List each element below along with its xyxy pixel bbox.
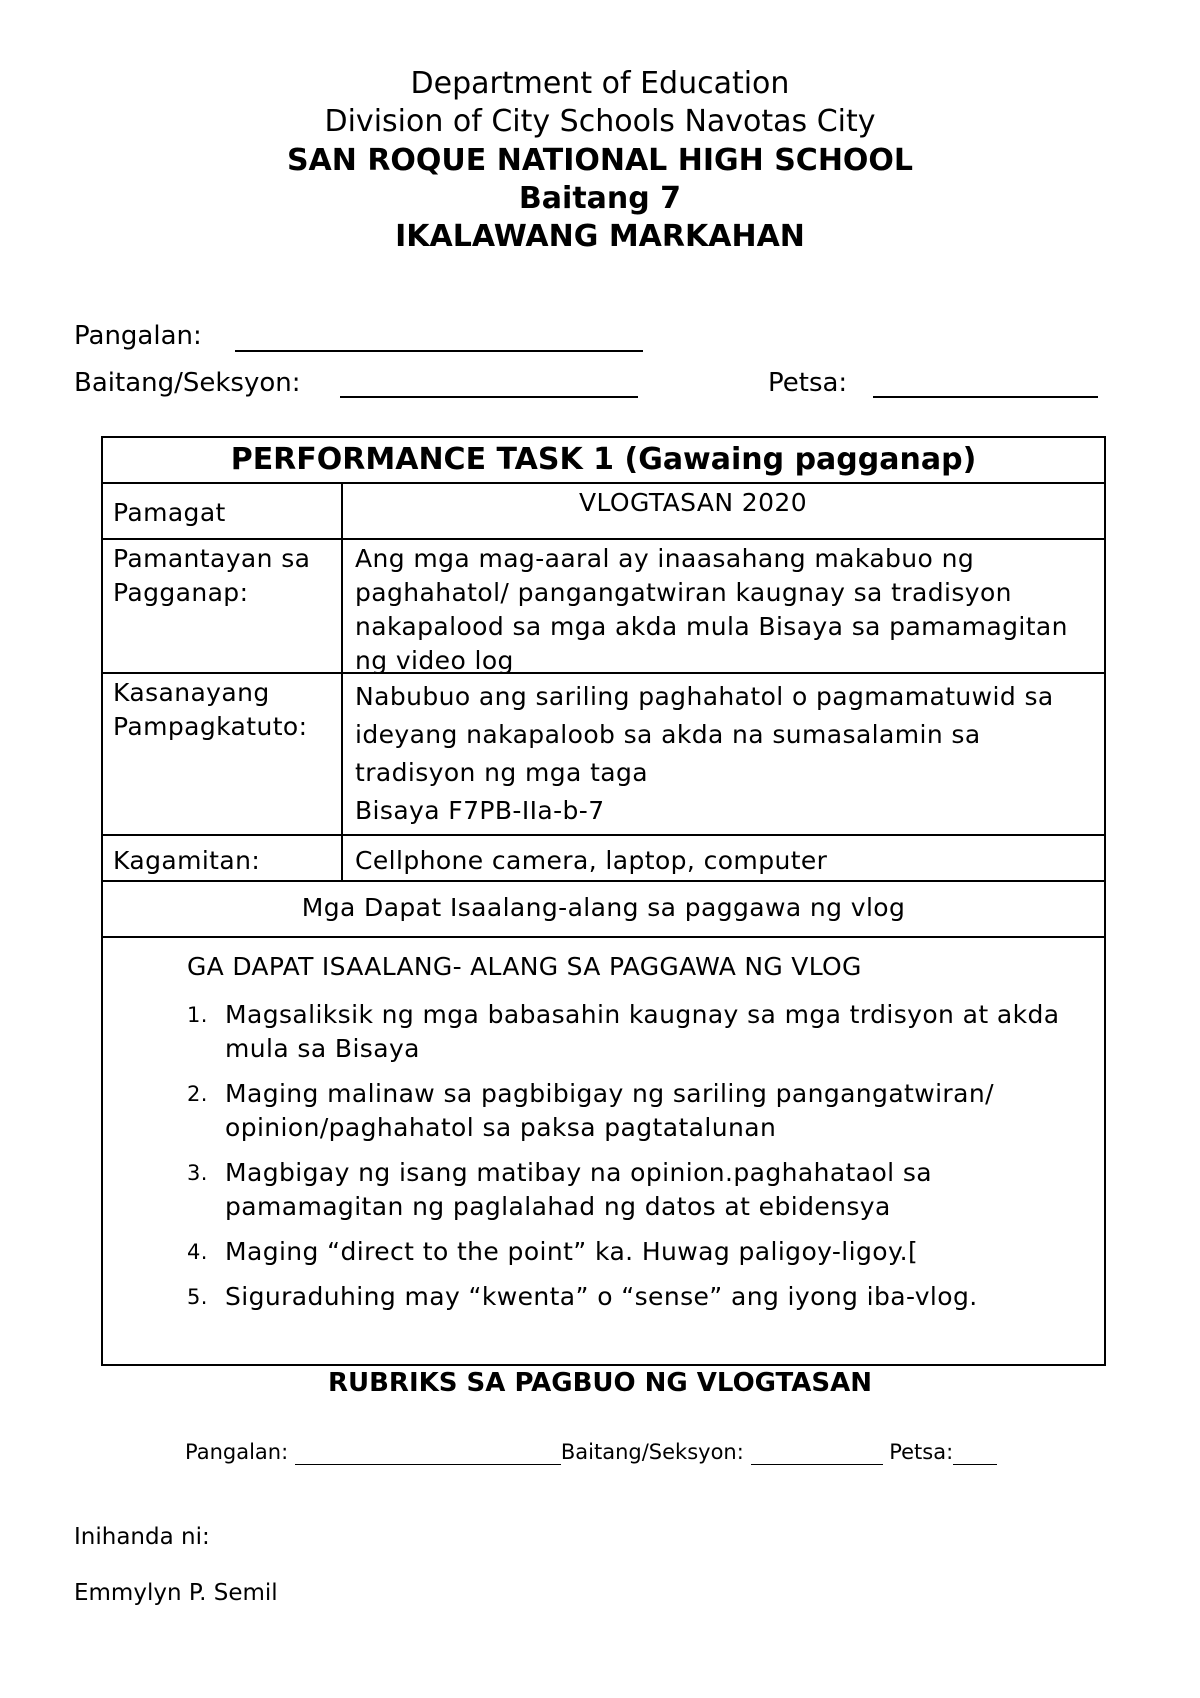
list-heading: GA DAPAT ISAALANG- ALANG SA PAGGAWA NG VLOG [187, 952, 862, 981]
kasanayan-value: Nabubuo ang sariling paghahatol o pagmamatuwid sa ideyang nakapaloob sa akda na sumasalamin sa tradisyon ng mga taga [355, 682, 1054, 787]
name-line[interactable] [235, 350, 643, 352]
school-heading: SAN ROQUE NATIONAL HIGH SCHOOL [286, 143, 914, 178]
rubrics-grade-section-line[interactable] [751, 1440, 883, 1465]
division-heading: Division of City Schools Navotas City [324, 104, 876, 139]
name-label: Pangalan: [74, 321, 202, 351]
column-divider [341, 674, 343, 834]
list-item [187, 1280, 1067, 1314]
list-text: Maging “direct to the point” ka. Huwag paligoy-ligoy.[ [225, 1237, 919, 1266]
rubrics-fields [185, 1440, 997, 1465]
pamagat-value: VLOGTASAN 2020 [578, 488, 808, 517]
list-number: 2. [187, 1082, 208, 1106]
column-divider [341, 484, 343, 538]
grade-section-line[interactable] [340, 396, 638, 398]
pamagat-label: Pamagat [113, 498, 226, 527]
table-row [103, 674, 1104, 836]
table-row [103, 484, 1104, 540]
rubrics-name-line[interactable] [295, 1440, 561, 1465]
list-number: 5. [187, 1285, 208, 1309]
rubrics-name-label: Pangalan: [185, 1440, 289, 1464]
list-item [187, 1077, 1067, 1145]
task-title-row [103, 438, 1104, 484]
list-number: 1. [187, 1003, 208, 1027]
list-item [187, 1156, 1067, 1224]
author-name: Emmylyn P. Semil [74, 1580, 278, 1606]
department-heading: Department of Education [410, 66, 790, 101]
list-text: Siguraduhing may “kwenta” o “sense” ang iyong iba-vlog. [225, 1282, 978, 1311]
date-line[interactable] [873, 396, 1098, 398]
kasanayan-label: Kasanayang Pampagkatuto: [113, 678, 308, 741]
table-row [103, 836, 1104, 882]
grade-section-label: Baitang/Seksyon: [74, 368, 301, 398]
kasanayan-code: Bisaya F7PB-IIa-b-7 [355, 796, 605, 825]
list-number: 3. [187, 1161, 208, 1185]
list-item [187, 1235, 1067, 1269]
rubrics-date-line[interactable] [953, 1440, 997, 1465]
list-item [187, 998, 1067, 1066]
reminders-list [187, 998, 1067, 1325]
kagamitan-label: Kagamitan: [113, 846, 261, 875]
considerations-title: Mga Dapat Isaalang-alang sa paggawa ng vlog [301, 893, 906, 922]
list-number: 4. [187, 1240, 208, 1264]
list-text: Maging malinaw sa pagbibigay ng sariling pangangatwiran/ opinion/paghahatol sa paksa pagtatalunan [225, 1079, 994, 1142]
table-row [103, 540, 1104, 674]
quarter-heading: IKALAWANG MARKAHAN [395, 219, 805, 254]
column-divider [341, 836, 343, 880]
performance-task-table [101, 436, 1106, 1366]
considerations-list-cell [103, 938, 1104, 1364]
pamantayan-value: Ang mga mag-aaral ay inaasahang makabuo ng paghahatol/ pangangatwiran kaugnay sa tradisyon nakapalood sa mga akda mula Bisaya sa pamamagitan ng video log [355, 544, 1068, 675]
rubrics-title: RUBRIKS SA PAGBUO NG VLOGTASAN [327, 1368, 873, 1398]
date-label: Petsa: [768, 368, 848, 398]
considerations-title-row [103, 882, 1104, 938]
rubrics-grade-section-label: Baitang/Seksyon: [560, 1440, 744, 1464]
pamantayan-label: Pamantayan sa Pagganap: [113, 544, 311, 607]
list-text: Magbigay ng isang matibay na opinion.paghahataol sa pamamagitan ng paglalahad ng datos at ebidensya [225, 1158, 933, 1221]
column-divider [341, 540, 343, 672]
prepared-by-label: Inihanda ni: [74, 1524, 210, 1550]
kagamitan-value: Cellphone camera, laptop, computer [355, 846, 828, 875]
list-text: Magsaliksik ng mga babasahin kaugnay sa mga trdisyon at akda mula sa Bisaya [225, 1000, 1060, 1063]
rubrics-date-label: Petsa: [889, 1440, 954, 1464]
grade-heading: Baitang 7 [518, 181, 682, 216]
task-title: PERFORMANCE TASK 1 (Gawaing pagganap) [230, 442, 977, 477]
